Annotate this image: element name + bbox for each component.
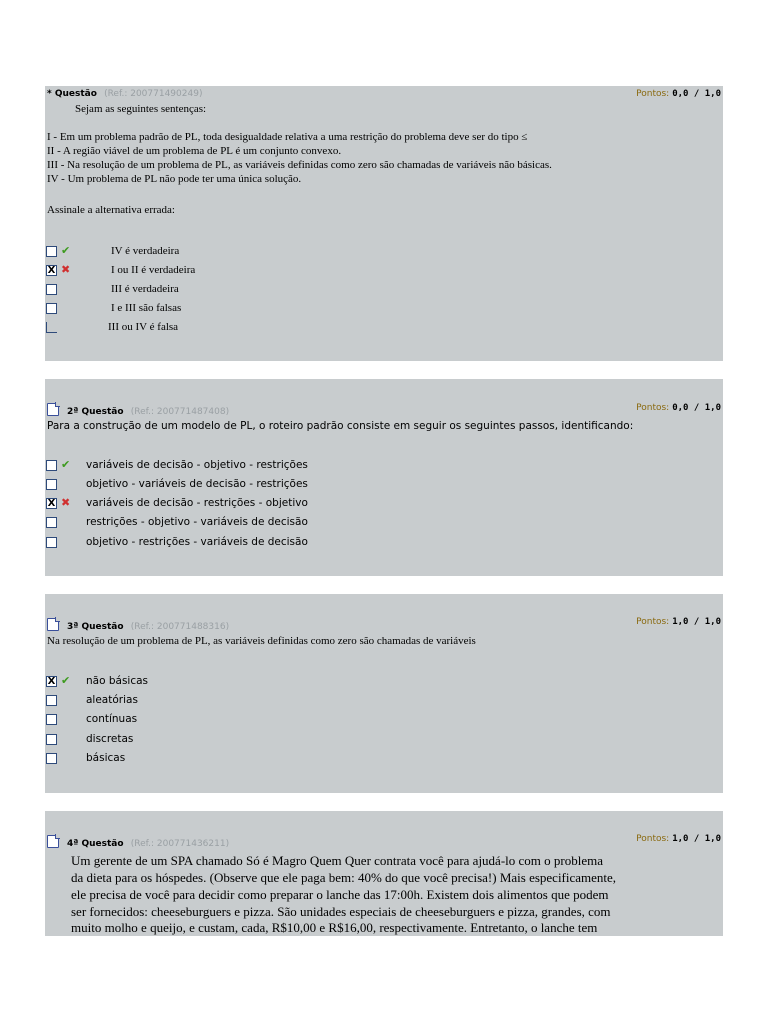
answer-checkbox[interactable] [46, 517, 57, 528]
question-4-score [636, 834, 721, 844]
answer-option[interactable] [45, 536, 365, 550]
correct-check-icon: ✔ [61, 244, 71, 257]
answer-option[interactable] [45, 459, 365, 473]
answer-option[interactable] [45, 675, 245, 689]
option-label: básicas [86, 752, 126, 764]
answer-checkbox[interactable] [46, 714, 57, 725]
option-label: I e III são falsas [111, 302, 182, 314]
answer-option[interactable] [45, 245, 345, 259]
option-label: restrições - objetivo - variáveis de decisão [86, 516, 308, 528]
correct-check-icon: ✔ [61, 458, 71, 471]
question-1-ref: (Ref.: 200771490249) [104, 89, 203, 99]
wrong-cross-icon: ✖ [61, 496, 71, 509]
answer-checkbox-checked[interactable]: X [47, 498, 56, 509]
answer-checkbox[interactable] [46, 695, 57, 706]
answer-option[interactable] [45, 733, 245, 747]
question-3-title: 3ª Questão [67, 622, 124, 632]
answer-option[interactable] [45, 478, 365, 492]
option-label: variáveis de decisão - objetivo - restrições [86, 459, 308, 471]
answer-checkbox[interactable] [46, 303, 57, 314]
option-label: I ou II é verdadeira [111, 264, 196, 276]
statement-line: III - Na resolução de um problema de PL, as variáveis definidas como zero são chamadas de variáveis não básicas. [47, 159, 552, 171]
answer-checkbox[interactable] [46, 479, 57, 490]
question-1-header [47, 89, 202, 99]
answer-checkbox[interactable] [46, 734, 57, 745]
pontos-label: Pontos: [636, 617, 670, 627]
document-icon [47, 835, 59, 848]
question-4-title: 4ª Questão [67, 839, 124, 849]
answer-option[interactable] [45, 283, 345, 297]
option-label: variáveis de decisão - restrições - objetivo [86, 497, 308, 509]
option-label: discretas [86, 733, 134, 745]
statement-line: IV - Um problema de PL não pode ter uma única solução. [47, 173, 302, 185]
option-label: IV é verdadeira [111, 245, 180, 257]
answer-checkbox-checked[interactable]: X [47, 265, 56, 276]
question-2-panel [45, 379, 723, 576]
answer-checkbox[interactable] [46, 322, 57, 333]
answer-checkbox[interactable] [46, 284, 57, 295]
statement-line: Um gerente de um SPA chamado Só é Magro Quem Quer contrata você para ajudá-lo com o problema [71, 853, 603, 868]
answer-option[interactable] [45, 713, 245, 727]
option-label: não básicas [86, 675, 149, 687]
option-label: objetivo - variáveis de decisão - restrições [86, 478, 308, 490]
statement-line: muito molho e queijo, e custam, cada, R$10,00 e R$16,00, respectivamente. Entretanto, o lanche tem [71, 920, 598, 935]
question-2-score [636, 403, 721, 413]
answer-checkbox[interactable] [46, 753, 57, 764]
question-3-statement: Na resolução de um problema de PL, as variáveis definidas como zero são chamadas de variáveis [47, 635, 476, 647]
score-value: 0,0 / 1,0 [672, 403, 721, 413]
wrong-cross-icon: ✖ [61, 263, 71, 276]
answer-option[interactable] [45, 302, 345, 316]
statement-line: I - Em um problema padrão de PL, toda desigualdade relativa a uma restrição do problema deve ser do tipo ≤ [47, 131, 528, 143]
score-value: 1,0 / 1,0 [672, 834, 721, 844]
document-icon [47, 403, 59, 416]
pontos-label: Pontos: [636, 403, 670, 413]
answer-option[interactable] [45, 264, 345, 278]
answer-option[interactable] [45, 497, 365, 511]
statement-line: ser fornecidos: cheeseburguers e pizza. São unidades especiais de cheeseburguers e pizza, grandes, com [71, 904, 611, 919]
answer-option[interactable] [45, 321, 345, 335]
pontos-label: Pontos: [636, 834, 670, 844]
question-3-panel [45, 594, 723, 793]
statement-line: da dieta para os hóspedes. (Observe que ele paga bem: 40% do que você precisa!) Mais especificamente, [71, 870, 617, 885]
answer-option[interactable] [45, 752, 245, 766]
answer-checkbox[interactable] [46, 460, 57, 471]
question-2-header [47, 403, 229, 417]
question-1-intro: Sejam as seguintes sentenças: [75, 103, 207, 115]
option-label: objetivo - restrições - variáveis de decisão [86, 536, 308, 548]
answer-option[interactable] [45, 694, 245, 708]
answer-checkbox-checked[interactable]: X [47, 676, 56, 687]
answer-option[interactable] [45, 516, 365, 530]
question-1-score [636, 89, 721, 99]
question-3-score [636, 617, 721, 627]
question-1-title: * Questão [47, 89, 97, 99]
score-value: 1,0 / 1,0 [672, 617, 721, 627]
option-label: aleatórias [86, 694, 138, 706]
question-2-statement: Para a construção de um modelo de PL, o roteiro padrão consiste em seguir os seguintes passos, identificando: [47, 420, 634, 432]
correct-check-icon: ✔ [61, 674, 71, 687]
question-1-prompt: Assinale a alternativa errada: [47, 204, 175, 216]
question-4-panel [45, 811, 723, 936]
question-3-header [47, 618, 229, 632]
question-4-header [47, 835, 229, 849]
option-label: III é verdadeira [111, 283, 179, 295]
score-value: 0,0 / 1,0 [672, 89, 721, 99]
document-icon [47, 618, 59, 631]
statement-line: II - A região viável de um problema de PL é um conjunto convexo. [47, 145, 342, 157]
answer-checkbox[interactable] [46, 537, 57, 548]
option-label: contínuas [86, 713, 138, 725]
question-1-panel [45, 86, 723, 361]
pontos-label: Pontos: [636, 89, 670, 99]
answer-checkbox[interactable] [46, 246, 57, 257]
option-label: III ou IV é falsa [108, 321, 179, 333]
question-2-title: 2ª Questão [67, 407, 124, 417]
question-3-ref: (Ref.: 200771488316) [130, 622, 230, 632]
question-4-ref: (Ref.: 200771436211) [130, 839, 230, 849]
statement-line: ele precisa de você para decidir como preparar o lanche das 17:00h. Existem dois alimentos que podem [71, 887, 609, 902]
question-2-ref: (Ref.: 200771487408) [130, 407, 230, 417]
